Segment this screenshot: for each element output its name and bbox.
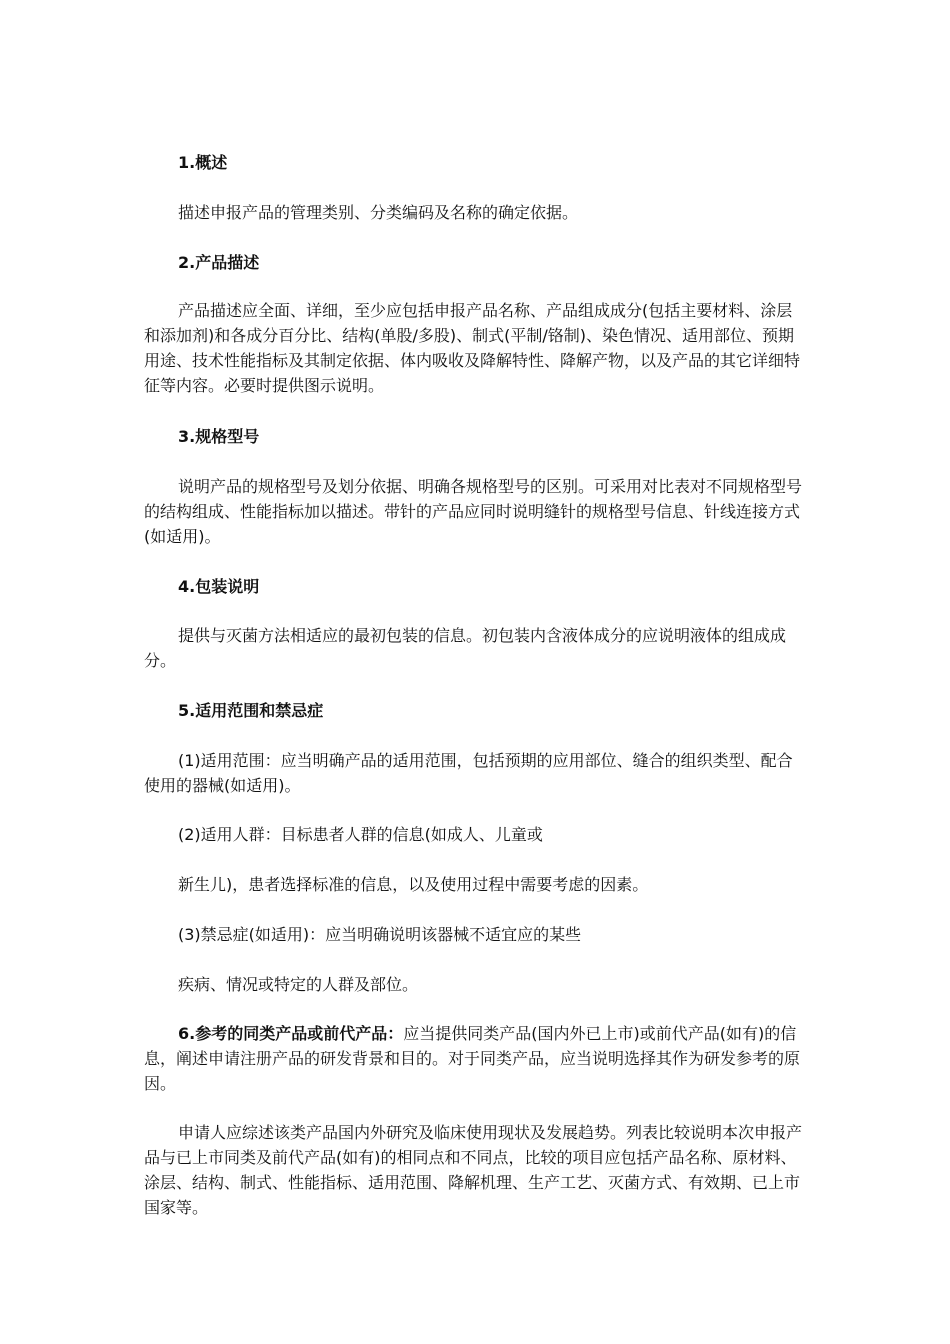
section-2-body: 产品描述应全面、详细，至少应包括申报产品名称、产品组成成分(包括主要材料、涂层和添加剂)和各成分百分比、结构(单股/多股)、制式(平制/铬制)、染色情况、适用部位、预期用途、技术性能指标及其制定依据、体内吸收及降解特性、降解产物，以及产品的其它详细特征等内容。必要时提供图示说明。 <box>144 301 801 395</box>
section-6-body: 应当提供同类产品(国内外已上市)或前代产品(如有)的信息，阐述申请注册产品的研发背景和目的。对于同类产品，应当说明选择其作为研发参考的原因。 <box>144 1024 801 1093</box>
section-5-contraindication-b: 疾病、情况或特定的人群及部位。 <box>178 975 419 994</box>
section-4-title: 4.包装说明 <box>178 577 260 596</box>
section-5-population-a: (2)适用人群：目标患者人群的信息(如成人、儿童或 <box>178 825 543 844</box>
section-6-title: 6.参考的同类产品或前代产品： <box>178 1024 404 1043</box>
section-5-population-b: 新生儿)，患者选择标准的信息，以及使用过程中需要考虑的因素。 <box>178 875 649 894</box>
section-3-title: 3.规格型号 <box>178 427 260 446</box>
section-5-scope: (1)适用范围：应当明确产品的适用范围，包括预期的应用部位、缝合的组织类型、配合使用的器械(如适用)。 <box>144 751 793 795</box>
section-1-body: 描述申报产品的管理类别、分类编码及名称的确定依据。 <box>178 203 579 222</box>
section-6-paragraph <box>144 1021 804 1096</box>
section-1-title: 1.概述 <box>178 153 228 172</box>
section-2-title: 2.产品描述 <box>178 253 260 272</box>
section-5-title: 5.适用范围和禁忌症 <box>178 701 324 720</box>
section-3-body: 说明产品的规格型号及划分依据、明确各规格型号的区别。可采用对比表对不同规格型号的结构组成、性能指标加以描述。带针的产品应同时说明缝针的规格型号信息、针线连接方式(如适用)。 <box>144 477 803 546</box>
section-6-comparison: 申请人应综述该类产品国内外研究及临床使用现状及发展趋势。列表比较说明本次申报产品与已上市同类及前代产品(如有)的相同点和不同点，比较的项目应包括产品名称、原材料、涂层、结构、制式、性能指标、适用范围、降解机理、生产工艺、灭菌方式、有效期、已上市国家等。 <box>144 1123 803 1217</box>
section-5-contraindication-a: (3)禁忌症(如适用)：应当明确说明该器械不适宜应的某些 <box>178 925 582 944</box>
section-4-body: 提供与灭菌方法相适应的最初包装的信息。初包装内含液体成分的应说明液体的组成成分。 <box>144 626 787 670</box>
